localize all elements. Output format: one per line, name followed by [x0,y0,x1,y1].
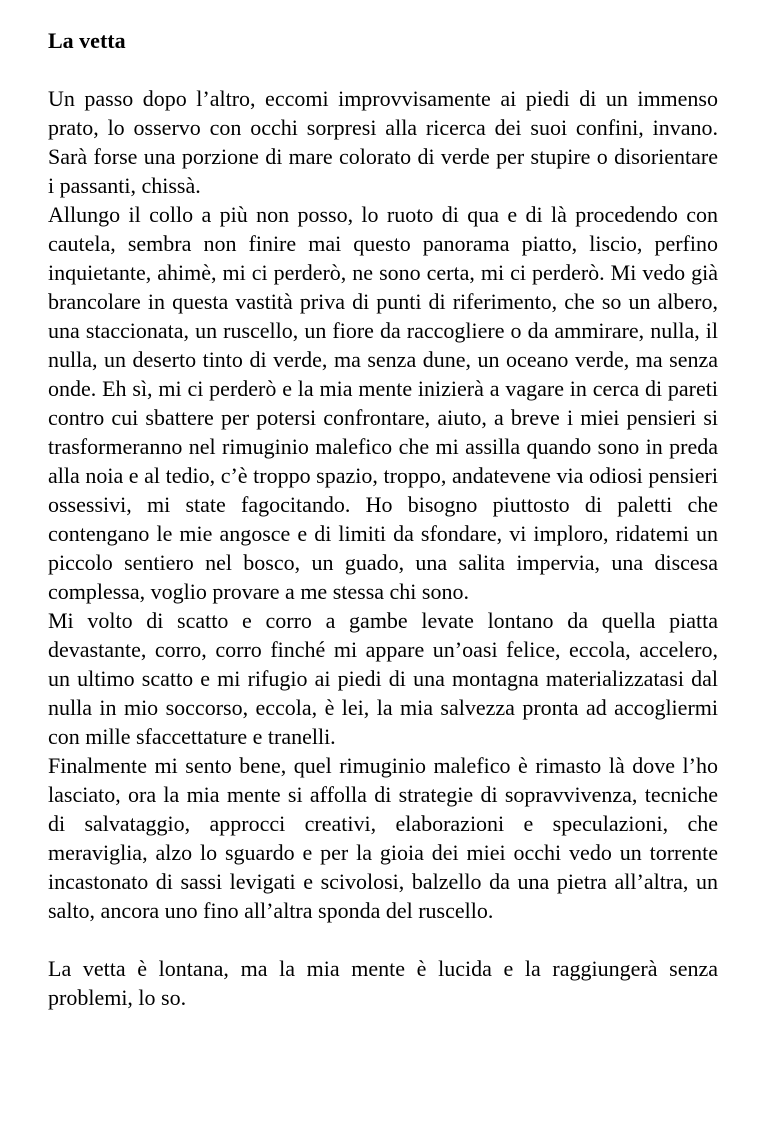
document-page [48,26,718,1012]
paragraph-1: Un passo dopo l’altro, eccomi improvvisamente ai piedi di un immenso prato, lo osservo con occhi sorpresi alla ricerca dei suoi confini, invano. Sarà forse una porzione di mare colorato di verde per stupire o disorientare i passanti, chissà. [48,86,718,198]
document-title: La vetta [48,28,126,53]
paragraph-4: Finalmente mi sento bene, quel rimuginio malefico è rimasto là dove l’ho lasciato, ora la mia mente si affolla di strategie di sopravvivenza, tecniche di salvataggio, approcci creativi, elaborazioni e speculazioni, che meraviglia, alzo lo sguardo e per la gioia dei miei occhi vedo un torrente incastonato di sassi levigati e scivolosi, balzello da una pietra all’altra, un salto, ancora uno fino all’altra sponda del ruscello. [48,753,718,923]
paragraph-3: Mi volto di scatto e corro a gambe levate lontano da quella piatta devastante, corro, corro finché mi appare un’oasi felice, eccola, accelero, un ultimo scatto e mi rifugio ai piedi di una montagna materializzatasi dal nulla in mio soccorso, eccola, è lei, la mia salvezza pronta ad accogliermi con mille sfaccettature e tranelli. [48,608,718,749]
paragraph-5: La vetta è lontana, ma la mia mente è lucida e la raggiungerà senza problemi, lo so. [48,956,718,1010]
paragraph-2: Allungo il collo a più non posso, lo ruoto di qua e di là procedendo con cautela, sembra non finire mai questo panorama piatto, liscio, perfino inquietante, ahimè, mi ci perderò, ne sono certa, mi ci perderò. Mi vedo già brancolare in questa vastità priva di punti di riferimento, che so un albero, una staccionata, un ruscello, un fiore da raccogliere o da ammirare, nulla, il nulla, un deserto tinto di verde, ma senza dune, un oceano verde, ma senza onde. Eh sì, mi ci perderò e la mia mente inizierà a vagare in cerca di pareti contro cui sbattere per potersi confrontare, aiuto, a breve i miei pensieri si trasformeranno nel rimuginio malefico che mi assilla quando sono in preda alla noia e al tedio, c’è troppo spazio, troppo, andatevene via odiosi pensieri ossessivi, mi state fagocitando. Ho bisogno piuttosto di paletti che contengano le mie angosce e di limiti da sfondare, vi imploro, ridatemi un piccolo sentiero nel bosco, un guado, una salita impervia, una discesa complessa, voglio provare a me stessa chi sono. [48,202,718,604]
